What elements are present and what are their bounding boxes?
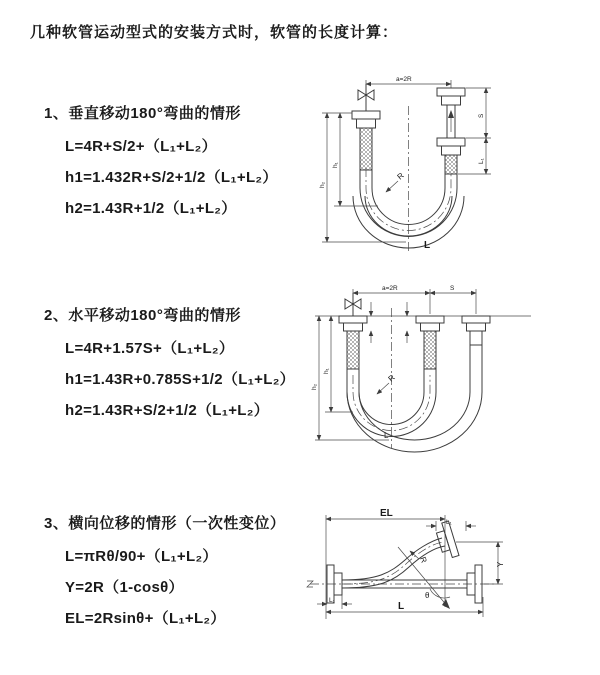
dim-label-theta: θ [425,591,430,600]
dim-label-radius: R [386,372,397,384]
formula-line: h1=1.43R+0.785S+1/2（L₁+L₂） [65,371,295,388]
dim-label-radius: R [418,555,429,565]
right-flange-fitting [462,316,490,345]
dim-label-fitting: L₁ [478,158,485,164]
section-heading: 3、横向位移的情形（一次性变位） [44,515,286,532]
fitting-dim-ticks [371,302,407,343]
dim-label-h2: h₂ [319,181,326,188]
dim-label-length: L [384,431,389,440]
formula-line: h2=1.43R+S/2+1/2（L₁+L₂） [65,402,270,419]
section-heading: 1、垂直移动180°弯曲的情形 [44,105,241,122]
formula-line: L=πRθ/90+（L₁+L₂） [65,548,218,565]
dim-label-length: L [398,601,405,612]
radius-leader [377,383,389,394]
radius-leader [386,181,398,192]
dim-label-stroke: S [478,113,485,118]
formula-list [65,333,295,426]
formula-list [65,131,278,224]
diagram-lateral-displacement [298,497,600,645]
dim-label-h1: h₁ [323,368,330,374]
middle-flange-fitting [416,316,444,369]
section-horizontal-180 [44,304,295,426]
dim-label-span: a=2R [396,76,412,83]
dim-label-length: L [424,240,431,251]
formula-list [65,541,285,634]
valve-icon [358,84,374,111]
formula-line: h2=1.43R+1/2（L₁+L₂） [65,200,237,217]
tilted-flange-fitting [434,521,459,560]
dim-label-l1-bottom: L₁ [329,597,335,604]
hose-body [347,345,482,452]
formula-line: h1=1.432R+S/2+1/2（L₁+L₂） [65,169,278,186]
dim-label-h1: h₁ [332,162,339,168]
page-title: 几种软管运动型式的安装方式时，软管的长度计算： [30,24,399,41]
section-lateral-displacement [44,512,285,634]
diagram-vertical-180-bend [308,66,600,266]
dim-label-el: EL [380,508,393,519]
left-flange-fitting [339,316,367,369]
formula-line: EL=2Rsinθ+（L₁+L₂） [65,610,226,627]
formula-line: L=4R+S/2+（L₁+L₂） [65,138,217,155]
dim-label-h2: h₂ [311,383,318,390]
formula-line: L=4R+1.57S+（L₁+L₂） [65,340,235,357]
section-heading: 2、水平移动180°弯曲的情形 [44,307,241,324]
dim-label-y: Y [496,561,505,567]
diagram-horizontal-180-bend [303,280,600,462]
valve-icon [345,293,361,316]
motion-arrow-icon [448,110,454,132]
dim-label-radius: R [395,170,406,182]
left-flange-fitting [352,111,380,170]
formula-line: Y=2R（1-cosθ） [65,579,184,596]
dim-label-stroke: S [450,285,455,292]
dim-label-l1-top: L₁ [446,519,452,526]
section-vertical-180 [44,102,278,224]
dim-label-span: a=2R [382,285,398,292]
